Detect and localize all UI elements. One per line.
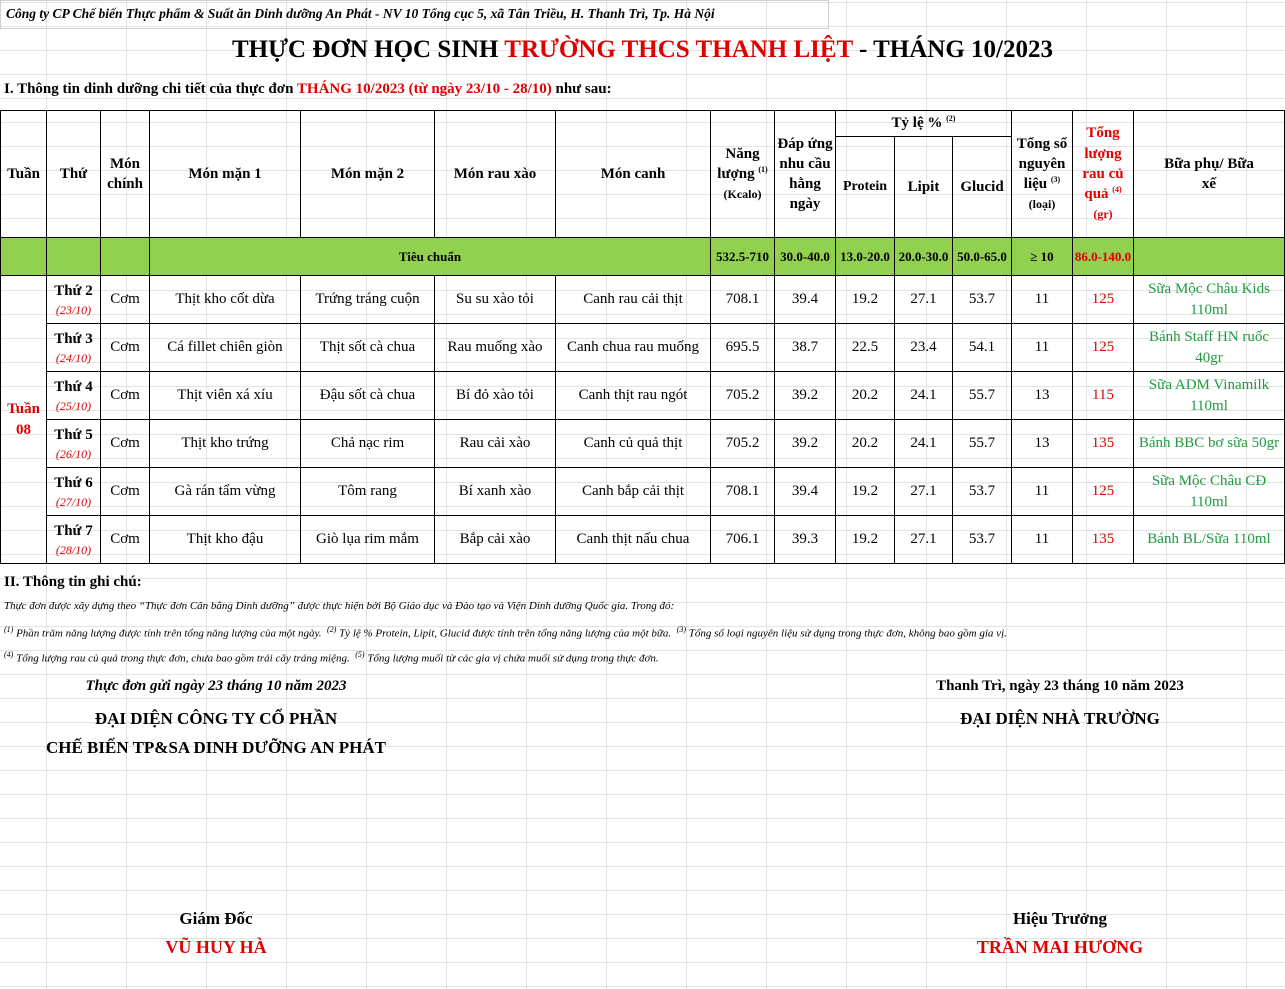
cell-savory2: Thịt sốt cà chua: [301, 324, 435, 372]
company-rep-line2: CHẾ BIẾN TP&SA DINH DƯỠNG AN PHÁT: [45, 738, 387, 757]
page-title: [0, 36, 1285, 64]
header-ratio: Tỷ lệ % $^{(2)}$: [836, 111, 1012, 137]
week-label: Tuần 08: [1, 276, 47, 564]
cell-savory1: Thịt kho trứng: [150, 420, 301, 468]
section1-highlight: THÁNG 10/2023 (từ ngày 23/10 - 28/10): [296, 81, 552, 97]
cell-lipit: 23.4: [895, 324, 953, 372]
cell-savory2: Đậu sốt cà chua: [301, 372, 435, 420]
cell-protein: 20.2: [836, 420, 895, 468]
cell-veg: 125: [1073, 468, 1134, 516]
cell-glucid: 53.7: [953, 468, 1012, 516]
director-name: VŨ HUY HÀ: [165, 937, 267, 957]
cell-lipit: 24.1: [895, 420, 953, 468]
standard-lipit: 20.0-30.0: [895, 238, 953, 276]
cell-soup: Canh chua rau muống: [556, 324, 711, 372]
note-line-3: $^{(4)}$ Tổng lượng rau củ quả trong thực đơn, chưa bao gồm trái cây tráng miệng. $^{(5)}$ Tổng lượng muối từ các gia vị chứa muối sử dụng trong thực đơn.: [4, 650, 659, 665]
cell-snack: Sữa ADM Vinamilk 110ml: [1134, 372, 1285, 420]
header-ingredients: Tổng số nguyên liệu $^{(3)}$ (loại): [1012, 111, 1073, 238]
day-label: Thứ 3: [54, 331, 93, 348]
menu-row: [1, 372, 1285, 420]
header-daily-need: Đáp ứng nhu cầu hằng ngày: [775, 111, 836, 238]
day-label: Thứ 2: [54, 283, 93, 300]
day-cell: [47, 372, 101, 420]
cell-energy: 705.2: [711, 420, 775, 468]
section1-suffix: như sau:: [551, 81, 612, 97]
cell-ingredients: 11: [1012, 324, 1073, 372]
day-date: (24/10): [55, 350, 92, 365]
cell-main: Cơm: [101, 516, 150, 564]
cell-energy: 708.1: [711, 276, 775, 324]
section2-heading: II. Thông tin ghi chú:: [4, 574, 142, 590]
menu-table: [0, 110, 1285, 564]
company-rep-line1: ĐẠI DIỆN CÔNG TY CỔ PHẦN: [94, 709, 338, 728]
cell-need: 39.4: [775, 276, 836, 324]
cell-stirfry: Bí đỏ xào tỏi: [435, 372, 556, 420]
day-date: (26/10): [55, 446, 92, 461]
cell-snack: Sữa Mộc Châu Kids 110ml: [1134, 276, 1285, 324]
cell-lipit: 27.1: [895, 276, 953, 324]
cell-savory2: Giò lụa rim mắm: [301, 516, 435, 564]
cell-lipit: 27.1: [895, 516, 953, 564]
day-cell: [47, 324, 101, 372]
header-week: Tuần: [1, 111, 47, 238]
title-school: TRƯỜNG THCS THANH LIỆT: [504, 36, 853, 63]
note-intro: Thực đơn được xây dựng theo “Thực đơn Cân bằng Dinh dưỡng” được thực hiện bởi Bộ Giáo dục và Đào tạo và Viện Dinh dưỡng Quốc gia. Trong đó:: [4, 600, 675, 612]
cell-main: Cơm: [101, 468, 150, 516]
header-veg: Tổng lượng rau củ quả $^{(4)}$ (gr): [1073, 111, 1134, 238]
cell-stirfry: Bắp cải xào: [435, 516, 556, 564]
cell-soup: Canh thịt nấu chua: [556, 516, 711, 564]
day-label: Thứ 4: [54, 379, 93, 396]
cell-main: Cơm: [101, 276, 150, 324]
cell-veg: 135: [1073, 420, 1134, 468]
cell-savory2: Tôm rang: [301, 468, 435, 516]
header-lipit: Lipit: [895, 137, 953, 238]
cell-need: 39.2: [775, 420, 836, 468]
header-glucid: Glucid: [953, 137, 1012, 238]
cell-savory1: Thịt kho đậu: [150, 516, 301, 564]
place-date: Thanh Trì, ngày 23 tháng 10 năm 2023: [936, 678, 1184, 694]
school-rep: ĐẠI DIỆN NHÀ TRƯỜNG: [960, 709, 1160, 728]
cell-savory1: Cá fillet chiên giòn: [150, 324, 301, 372]
day-cell: [47, 276, 101, 324]
menu-row: [1, 324, 1285, 372]
header-savory2: Món mặn 2: [301, 111, 435, 238]
menu-row: [1, 420, 1285, 468]
section1-heading: [4, 81, 612, 98]
cell-protein: 19.2: [836, 276, 895, 324]
day-date: (25/10): [55, 398, 92, 413]
header-day: Thứ: [47, 111, 101, 238]
header-stirfry: Món rau xào: [435, 111, 556, 238]
day-date: (23/10): [55, 302, 92, 317]
cell-energy: 706.1: [711, 516, 775, 564]
cell-energy: 708.1: [711, 468, 775, 516]
day-label: Thứ 5: [54, 427, 93, 444]
cell-main: Cơm: [101, 324, 150, 372]
cell-need: 38.7: [775, 324, 836, 372]
cell-main: Cơm: [101, 420, 150, 468]
cell-glucid: 55.7: [953, 372, 1012, 420]
cell-protein: 19.2: [836, 468, 895, 516]
cell-stirfry: Bí xanh xào: [435, 468, 556, 516]
header-protein: Protein: [836, 137, 895, 238]
header-savory1: Món mặn 1: [150, 111, 301, 238]
cell-snack: Bánh BBC bơ sữa 50gr: [1134, 420, 1285, 468]
day-label: Thứ 6: [54, 475, 93, 492]
standard-daily-need: 30.0-40.0: [775, 238, 836, 276]
cell-soup: Canh bắp cải thịt: [556, 468, 711, 516]
cell-soup: Canh rau cải thịt: [556, 276, 711, 324]
cell-lipit: 27.1: [895, 468, 953, 516]
cell-savory1: Thịt viên xá xíu: [150, 372, 301, 420]
title-part1: THỰC ĐƠN HỌC SINH: [232, 36, 505, 63]
standard-row: [1, 238, 1285, 276]
cell-savory1: Thịt kho cốt dừa: [150, 276, 301, 324]
day-cell: [47, 516, 101, 564]
header-energy: Năng lượng $^{(1)}$ (Kcalo): [711, 111, 775, 238]
cell-snack: Sữa Mộc Châu CĐ 110ml: [1134, 468, 1285, 516]
section1-prefix: I. Thông tin dinh dưỡng chi tiết của thực đơn: [4, 81, 297, 97]
cell-veg: 125: [1073, 276, 1134, 324]
cell-veg: 125: [1073, 324, 1134, 372]
cell-main: Cơm: [101, 372, 150, 420]
cell-veg: 115: [1073, 372, 1134, 420]
cell-glucid: 54.1: [953, 324, 1012, 372]
cell-glucid: 55.7: [953, 420, 1012, 468]
cell-ingredients: 11: [1012, 276, 1073, 324]
cell-savory2: Trứng tráng cuộn: [301, 276, 435, 324]
standard-veg: 86.0-140.0: [1073, 238, 1134, 276]
standard-ingredients: ≥ 10: [1012, 238, 1073, 276]
day-cell: [47, 468, 101, 516]
standard-energy: 532.5-710: [711, 238, 775, 276]
menu-row: [1, 468, 1285, 516]
cell-stirfry: Su su xào tỏi: [435, 276, 556, 324]
cell-stirfry: Rau cải xào: [435, 420, 556, 468]
cell-lipit: 24.1: [895, 372, 953, 420]
cell-soup: Canh thịt rau ngót: [556, 372, 711, 420]
cell-snack: Bánh BL/Sữa 110ml: [1134, 516, 1285, 564]
day-label: Thứ 7: [54, 523, 93, 540]
cell-snack: Bánh Staff HN ruốc 40gr: [1134, 324, 1285, 372]
standard-label: Tiêu chuẩn: [150, 238, 711, 276]
director-title: Giám Đốc: [179, 909, 253, 928]
standard-protein: 13.0-20.0: [836, 238, 895, 276]
sent-date: Thực đơn gửi ngày 23 tháng 10 năm 2023: [85, 678, 347, 694]
menu-row: [1, 276, 1285, 324]
cell-need: 39.4: [775, 468, 836, 516]
company-info: Công ty CP Chế biến Thực phẩm & Suất ăn Dinh dưỡng An Phát - NV 10 Tổng cục 5, xã Tân Triều, H. Thanh Trì, Tp. Hà Nội: [6, 6, 715, 21]
cell-need: 39.2: [775, 372, 836, 420]
cell-soup: Canh củ quả thịt: [556, 420, 711, 468]
day-cell: [47, 420, 101, 468]
principal-name: TRẦN MAI HƯƠNG: [976, 937, 1144, 957]
cell-protein: 19.2: [836, 516, 895, 564]
cell-need: 39.3: [775, 516, 836, 564]
cell-ingredients: 13: [1012, 372, 1073, 420]
menu-row: [1, 516, 1285, 564]
note-line-2: $^{(1)}$ Phần trăm năng lượng được tính trên tổng năng lượng của một ngày. $^{(2)}$ Tỷ lệ % Protein, Lipit, Glucid được tính trên tổng năng lượng của một bữa. $^{(3)}$ Tổng số loại nguyên liệu sử dụng trong thực đơn, không bao gồm gia vị.: [4, 625, 1007, 640]
cell-glucid: 53.7: [953, 276, 1012, 324]
cell-savory2: Chả nạc rim: [301, 420, 435, 468]
cell-ingredients: 13: [1012, 420, 1073, 468]
header-main: Món chính: [101, 111, 150, 238]
title-part2: - THÁNG 10/2023: [852, 36, 1053, 63]
header-soup: Món canh: [556, 111, 711, 238]
cell-protein: 20.2: [836, 372, 895, 420]
standard-glucid: 50.0-65.0: [953, 238, 1012, 276]
cell-ingredients: 11: [1012, 516, 1073, 564]
cell-stirfry: Rau muống xào: [435, 324, 556, 372]
cell-glucid: 53.7: [953, 516, 1012, 564]
day-date: (28/10): [55, 542, 92, 557]
day-date: (27/10): [55, 494, 92, 509]
cell-veg: 135: [1073, 516, 1134, 564]
cell-energy: 705.2: [711, 372, 775, 420]
cell-energy: 695.5: [711, 324, 775, 372]
principal-title: Hiệu Trưởng: [1012, 909, 1108, 928]
cell-protein: 22.5: [836, 324, 895, 372]
cell-ingredients: 11: [1012, 468, 1073, 516]
header-snack: Bữa phụ/ Bữa xế: [1134, 111, 1285, 238]
cell-savory1: Gà rán tẩm vừng: [150, 468, 301, 516]
